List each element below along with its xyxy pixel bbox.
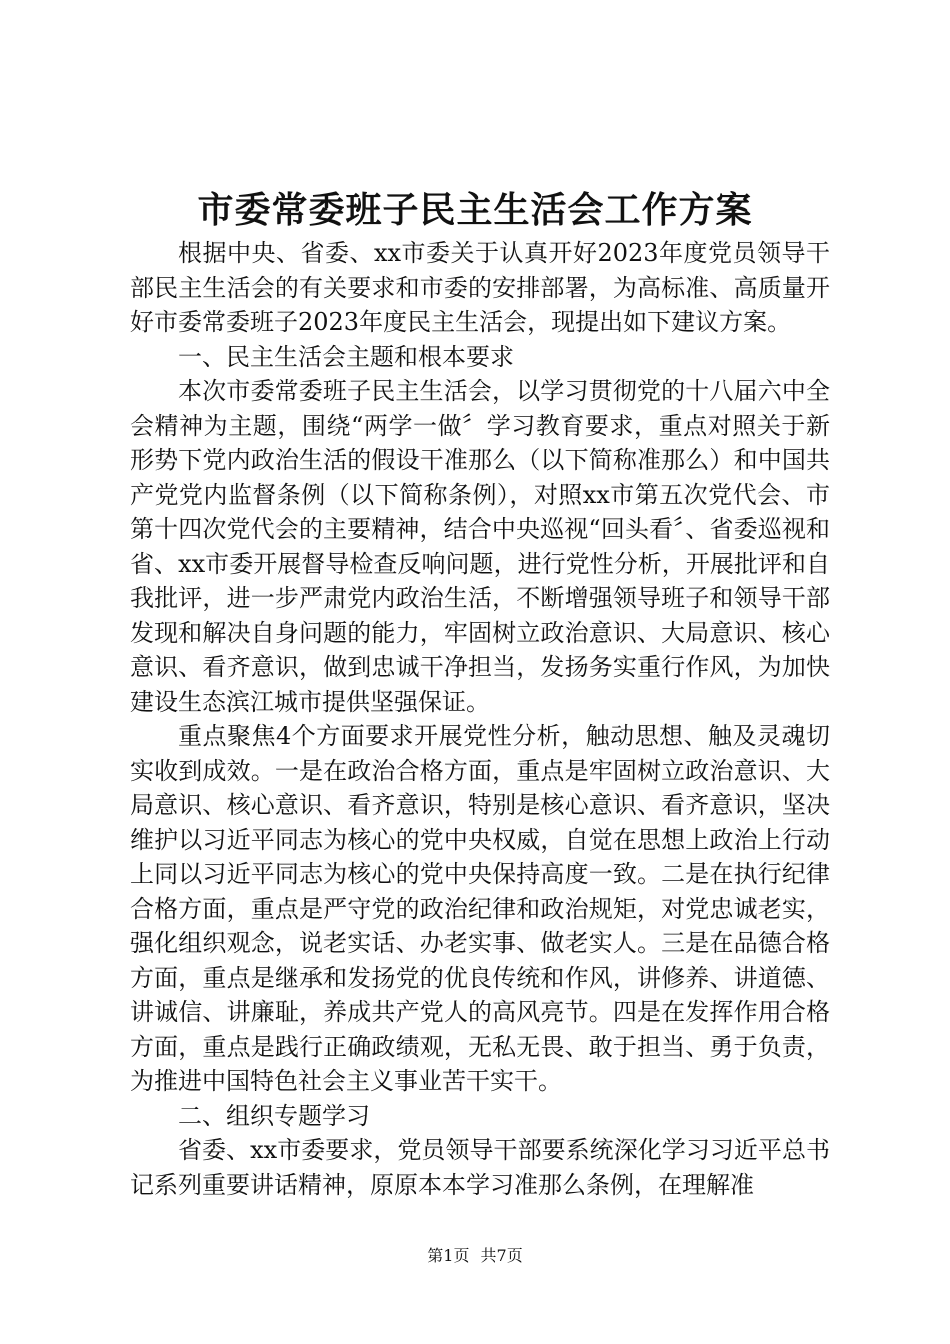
document-body [130, 236, 830, 1202]
page-total: 共7页 [480, 1246, 523, 1265]
section-heading-2: 二、组织专题学习 [178, 1101, 370, 1130]
paragraph-theme: 本次市委常委班子民主生活会，以学习贯彻党的十八届六中全会精神为主题，围绕“两学一做〞学习教育要求，重点对照关于新形势下党内政治生活的假设干准那么（以下简称准那么）和中国共产党党内监督条例（以下简称条例），对照xx市第五次党代会、市第十四次党代会的主要精神，结合中央巡视“回头看〞、省委巡视和省、xx市委开展督导检查反响问题，进行党性分析，开展批评和自我批评，进一步严肃党内政治生活，不断增强领导班子和领导干部发现和解决自身问题的能力，牢固树立政治意识、大局意识、核心意识、看齐意识，做到忠诚干净担当，发扬务实重行作风，为加快建设生态滨江城市提供坚强保证。 [130, 377, 830, 716]
page-number: 第1页 [427, 1246, 470, 1265]
paragraph-focus: 重点聚焦4个方面要求开展党性分析，触动思想、触及灵魂切实收到成效。一是在政治合格方面，重点是牢固树立政治意识、大局意识、核心意识、看齐意识，特别是核心意识、看齐意识，坚决维护以习近平同志为核心的党中央权威，自觉在思想上政治上行动上同以习近平同志为核心的党中央保持高度一致。二是在执行纪律合格方面，重点是严守党的政治纪律和政治规矩，对党忠诚老实，强化组织观念，说老实话、办老实事、做老实人。三是在品德合格方面，重点是继承和发扬党的优良传统和作风，讲修养、讲道德、讲诚信、讲廉耻，养成共产党人的高风亮节。四是在发挥作用合格方面，重点是践行正确政绩观，无私无畏、敢于担当、勇于负责，为推进中国特色社会主义事业苦干实干。 [130, 722, 830, 1095]
section-heading-1: 一、民主生活会主题和根本要求 [178, 342, 514, 371]
page-footer [0, 1246, 950, 1266]
paragraph-intro: 根据中央、省委、xx市委关于认真开好2023年度党员领导干部民主生活会的有关要求和市委的安排部署，为高标准、高质量开好市委常委班子2023年度民主生活会，现提出如下建议方案。 [130, 239, 830, 336]
document-title: 市委常委班子民主生活会工作方案 [197, 189, 753, 231]
paragraph-study: 省委、xx市委要求，党员领导干部要系统深化学习习近平总书记系列重要讲话精神，原原本本学习准那么条例，在理解准 [130, 1136, 830, 1199]
